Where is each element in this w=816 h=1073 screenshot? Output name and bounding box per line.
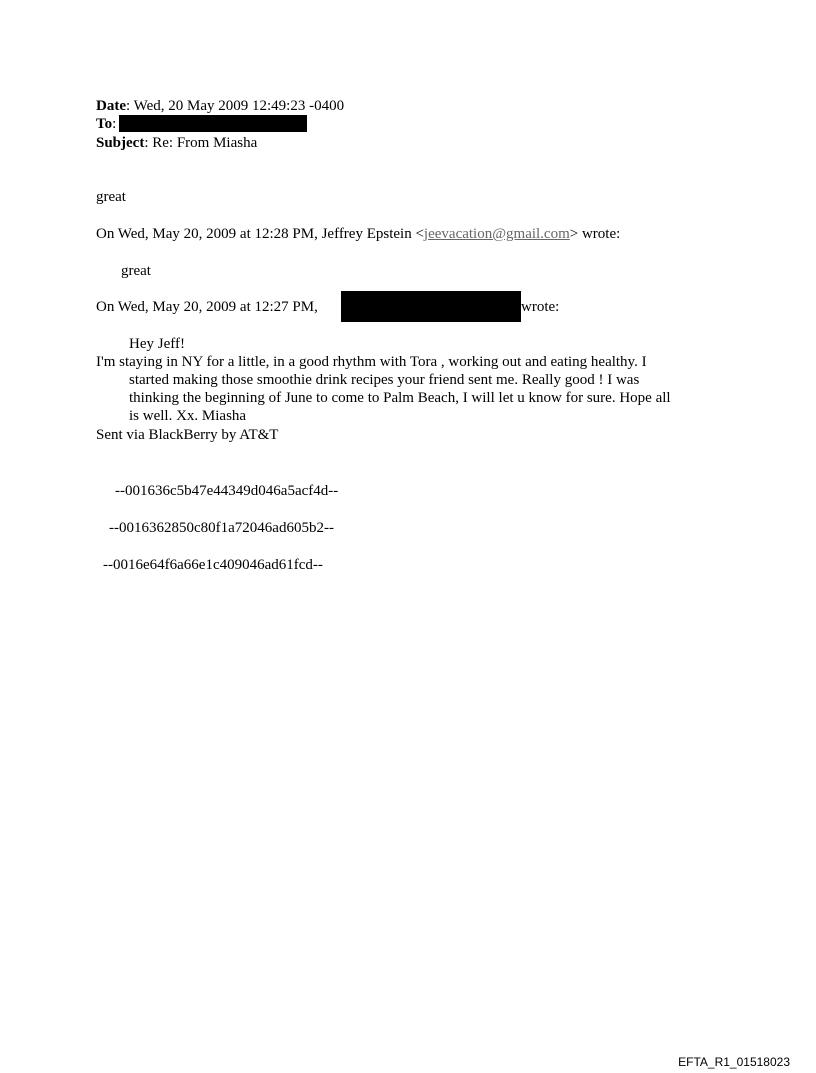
document-id: EFTA_R1_01518023 xyxy=(678,1055,790,1069)
quote-intro-1 xyxy=(96,225,620,243)
quote-intro-2 xyxy=(96,298,318,316)
reply-text-2: great xyxy=(121,263,151,279)
message-greeting: Hey Jeff! xyxy=(129,336,185,352)
sender-email-link[interactable]: jeevacation@gmail.com xyxy=(423,226,570,242)
subject-line xyxy=(96,134,257,152)
to-label: To xyxy=(96,116,113,132)
redacted-recipient xyxy=(119,115,307,132)
mime-boundary-2: --0016362850c80f1a72046ad605b2-- xyxy=(109,520,334,536)
quote-intro-2-prefix: On Wed, May 20, 2009 at 12:27 PM, xyxy=(96,299,318,315)
date-value: : Wed, 20 May 2009 12:49:23 -0400 xyxy=(126,98,345,114)
quote-intro-2-suffix: wrote: xyxy=(521,299,560,315)
reply-text-1: great xyxy=(96,189,126,205)
subject-label: Subject xyxy=(96,135,145,151)
date-label: Date xyxy=(96,98,126,114)
date-line xyxy=(96,97,344,115)
message-line-1: I'm staying in NY for a little, in a good rhythm with Tora , working out and eating healthy. I xyxy=(96,354,647,370)
quote-intro-1-suffix: > wrote: xyxy=(569,226,621,242)
mime-boundary-3: --0016e64f6a66e1c409046ad61fcd-- xyxy=(103,557,323,573)
redacted-sender xyxy=(341,291,521,322)
message-line-3: thinking the beginning of June to come to Palm Beach, I will let u know for sure. Hope all xyxy=(129,390,671,406)
message-line-2: started making those smoothie drink recipes your friend sent me. Really good ! I was xyxy=(129,372,640,388)
message-line-4: is well. Xx. Miasha xyxy=(129,408,247,424)
message-signature: Sent via BlackBerry by AT&T xyxy=(96,427,279,443)
subject-value: : Re: From Miasha xyxy=(144,135,258,151)
to-line xyxy=(96,115,307,133)
mime-boundary-1: --001636c5b47e44349d046a5acf4d-- xyxy=(115,483,339,499)
quote-intro-1-prefix: On Wed, May 20, 2009 at 12:28 PM, Jeffrey Epstein < xyxy=(96,226,424,242)
to-separator: : xyxy=(112,116,117,132)
